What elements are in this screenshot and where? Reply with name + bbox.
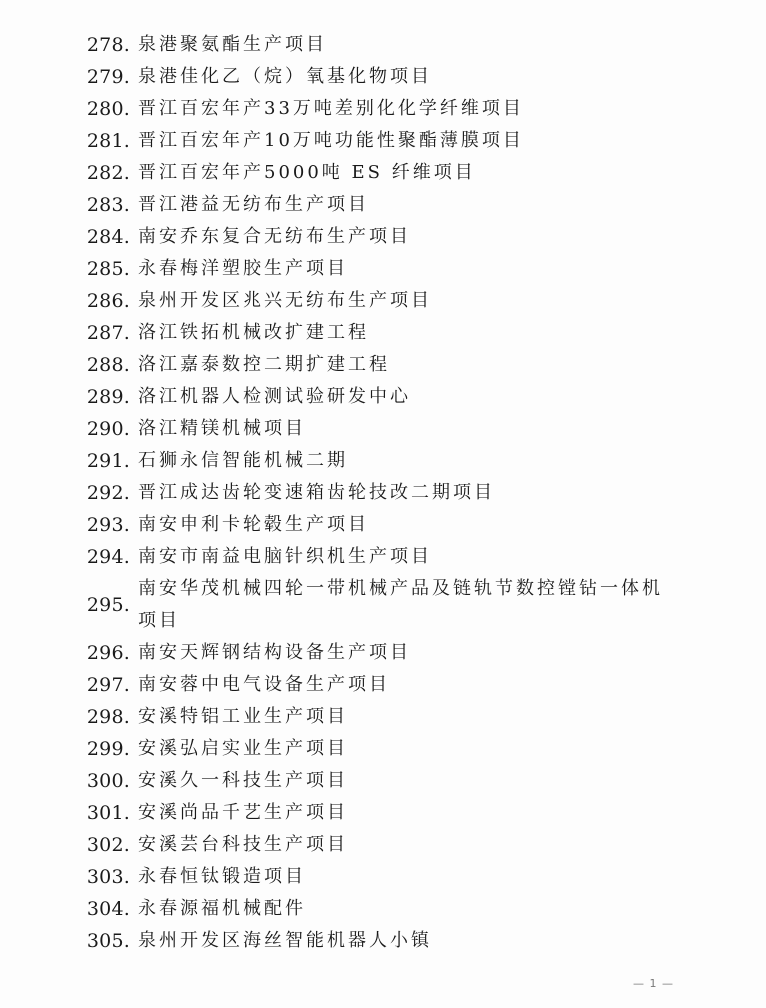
item-title: 洛江精镁机械项目 — [138, 418, 306, 439]
item-title: 洛江嘉泰数控二期扩建工程 — [138, 354, 390, 375]
list-item — [0, 477, 766, 509]
list-item — [0, 925, 766, 957]
item-number: 299. — [86, 738, 130, 760]
list-item — [0, 189, 766, 221]
list-item — [0, 29, 766, 61]
list-item — [0, 893, 766, 925]
item-number: 290. — [86, 418, 130, 440]
item-number: 286. — [86, 290, 130, 312]
list-item — [0, 157, 766, 189]
item-title: 南安天辉钢结构设备生产项目 — [138, 642, 411, 663]
list-item — [0, 701, 766, 733]
item-title: 安溪久一科技生产项目 — [138, 770, 348, 791]
item-number: 294. — [86, 546, 130, 568]
list-item — [0, 669, 766, 701]
item-title: 南安乔东复合无纺布生产项目 — [138, 226, 411, 247]
item-title: 永春源福机械配件 — [138, 898, 306, 919]
list-item — [0, 765, 766, 797]
item-number: 302. — [86, 834, 130, 856]
item-title: 永春梅洋塑胶生产项目 — [138, 258, 348, 279]
item-title: 泉港聚氨酯生产项目 — [138, 34, 327, 55]
list-item — [0, 93, 766, 125]
list-item — [0, 445, 766, 477]
item-number: 285. — [86, 258, 130, 280]
list-item — [0, 413, 766, 445]
list-item — [0, 125, 766, 157]
item-number: 283. — [86, 194, 130, 216]
list-item — [0, 381, 766, 413]
item-number: 291. — [86, 450, 130, 472]
item-title: 晋江百宏年产10万吨功能性聚酯薄膜项目 — [138, 130, 524, 151]
item-title: 安溪尚品千艺生产项目 — [138, 802, 348, 823]
item-number: 284. — [86, 226, 130, 248]
item-title: 洛江铁拓机械改扩建工程 — [138, 322, 369, 343]
list-item — [0, 541, 766, 573]
item-title: 南安华茂机械四轮一带机械产品及链轨节数控镗钻一体机项目 — [138, 578, 663, 631]
item-number: 304. — [86, 898, 130, 920]
item-number: 303. — [86, 866, 130, 888]
item-title: 晋江港益无纺布生产项目 — [138, 194, 369, 215]
item-title: 永春恒钛锻造项目 — [138, 866, 306, 887]
list-item — [0, 285, 766, 317]
item-title: 南安申利卡轮毂生产项目 — [138, 514, 369, 535]
item-title: 安溪芸台科技生产项目 — [138, 834, 348, 855]
item-title: 南安市南益电脑针织机生产项目 — [138, 546, 432, 567]
item-number: 279. — [86, 66, 130, 88]
item-title: 晋江百宏年产33万吨差别化化学纤维项目 — [138, 98, 524, 119]
item-title: 安溪弘启实业生产项目 — [138, 738, 348, 759]
item-title: 洛江机器人检测试验研发中心 — [138, 386, 411, 407]
item-title: 南安蓉中电气设备生产项目 — [138, 674, 390, 695]
item-title: 安溪特铝工业生产项目 — [138, 706, 348, 727]
item-number: 292. — [86, 482, 130, 504]
item-number: 298. — [86, 706, 130, 728]
list-item — [0, 349, 766, 381]
list-item — [0, 637, 766, 669]
list-item — [0, 573, 766, 637]
item-number: 301. — [86, 802, 130, 824]
item-number: 288. — [86, 354, 130, 376]
list-item — [0, 317, 766, 349]
list-item — [0, 861, 766, 893]
list-item — [0, 221, 766, 253]
item-title: 泉港佳化乙（烷）氧基化物项目 — [138, 66, 432, 87]
item-title: 泉州开发区兆兴无纺布生产项目 — [138, 290, 432, 311]
list-item — [0, 253, 766, 285]
project-list — [0, 29, 766, 957]
item-number: 280. — [86, 98, 130, 120]
list-item — [0, 829, 766, 861]
item-title: 晋江百宏年产5000吨 ES 纤维项目 — [138, 162, 476, 183]
item-number: 293. — [86, 514, 130, 536]
item-number: 287. — [86, 322, 130, 344]
item-number: 300. — [86, 770, 130, 792]
item-number: 297. — [86, 674, 130, 696]
item-title: 石狮永信智能机械二期 — [138, 450, 348, 471]
list-item — [0, 733, 766, 765]
item-number: 305. — [86, 930, 130, 952]
item-title: 泉州开发区海丝智能机器人小镇 — [138, 930, 432, 951]
item-number: 278. — [86, 34, 130, 56]
list-item — [0, 61, 766, 93]
item-title: 晋江成达齿轮变速箱齿轮技改二期项目 — [138, 482, 495, 503]
page-number: — 1 — — [633, 977, 674, 990]
list-item — [0, 797, 766, 829]
item-number: 296. — [86, 642, 130, 664]
item-number: 295. — [86, 594, 130, 616]
item-number: 282. — [86, 162, 130, 184]
list-item — [0, 509, 766, 541]
item-number: 281. — [86, 130, 130, 152]
item-number: 289. — [86, 386, 130, 408]
